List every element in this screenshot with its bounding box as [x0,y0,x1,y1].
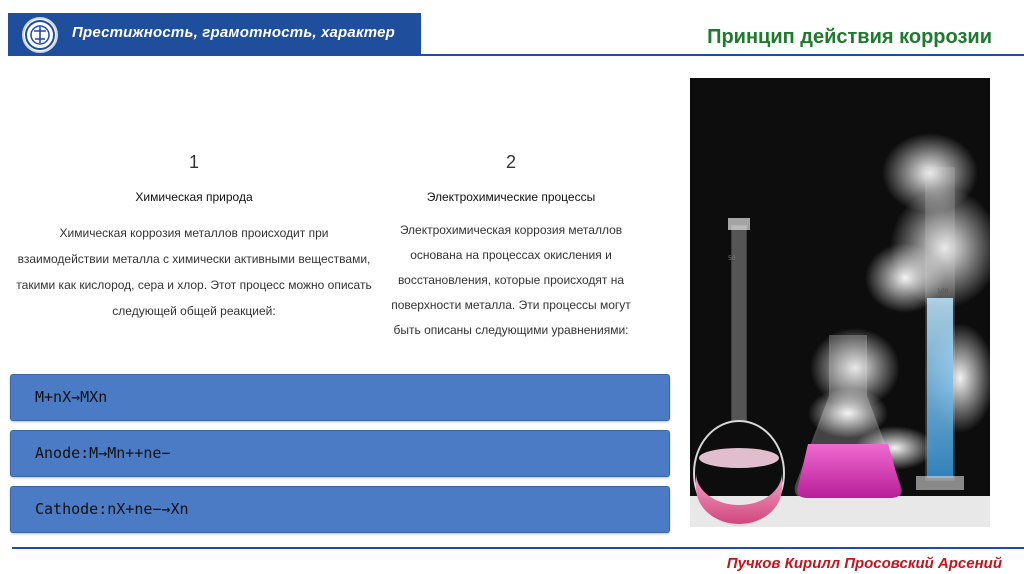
footer-divider [12,547,1024,549]
equation-text: Cathode:nX+ne−→Xn [35,500,189,518]
body-line: основана на процессах окисления и [410,248,612,262]
slogan: Престижность, грамотность, характер [72,24,395,41]
header-banner [8,13,421,55]
body-line: восстановления, которые происходят на [397,273,625,287]
column-chemical [0,152,388,324]
column-number: 1 [188,152,199,172]
column-number: 2 [505,152,516,172]
column-body [380,218,642,343]
body-line: взаимодействии металла с химически активными веществами, [17,252,371,266]
body-line: быть описаны следующими уравнениями: [393,323,629,337]
body-line: Химическая коррозия металлов происходит при [59,226,329,240]
equation-box [10,486,670,533]
tick-label: 50 [728,255,736,262]
university-emblem-icon [22,17,58,53]
body-line: Электрохимическая коррозия металлов [399,223,623,237]
column-electrochemical [380,152,642,343]
equation-text: Anode:M→Mn++ne− [35,444,171,462]
header-divider [8,54,1024,56]
body-line: следующей общей реакцией: [112,304,276,318]
tick-label: 100 [937,288,949,295]
equation-box [10,374,670,421]
column-heading: Электрохимические процессы [426,190,596,204]
authors: Пучков Кирилл Просовский Арсений [726,555,1002,572]
column-heading: Химическая природа [135,190,253,204]
body-line: поверхности металла. Эти процессы могут [391,298,631,312]
equation-text: M+nX→MXn [35,388,108,406]
page-title: Принцип действия коррозии [707,26,992,48]
chemistry-flasks-photo [690,78,990,527]
column-body [0,220,388,324]
body-line: такими как кислород, сера и хлор. Этот процесс можно описать [16,278,372,292]
equation-box [10,430,670,477]
